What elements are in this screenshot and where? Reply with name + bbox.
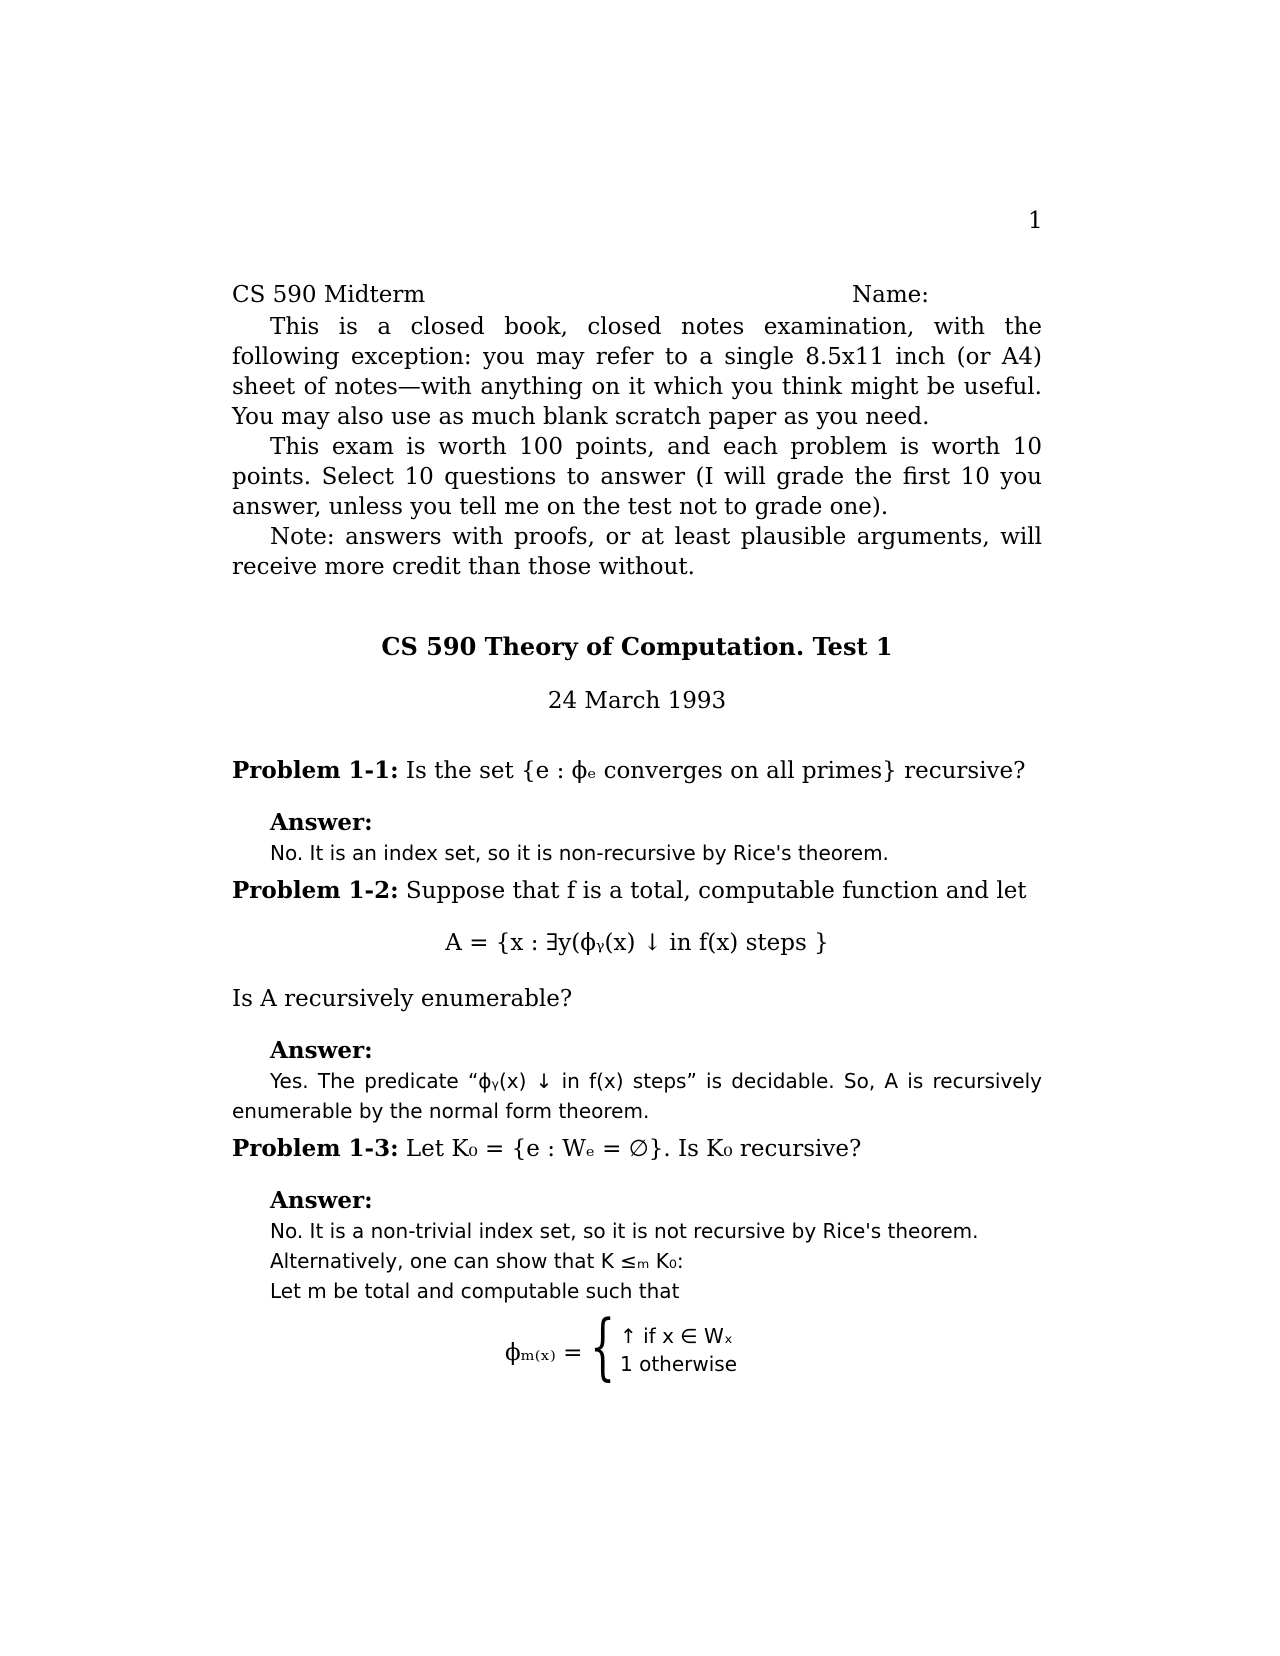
problem-1-3 <box>232 1134 1042 1164</box>
answer-text-1-2: Yes. The predicate “ϕᵧ(x) ↓ in f(x) steps” is decidable. So, A is recursively enumerable by the normal form theorem. <box>232 1069 1042 1123</box>
answer-line-3: Let m be total and computable such that <box>270 1279 680 1303</box>
page-number: 1 <box>1028 208 1043 234</box>
problem-label: Problem 1-1: <box>232 757 399 784</box>
problem-1-1 <box>232 756 1042 786</box>
problem-text: Is the set {e : ϕₑ converges on all primes} recursive? <box>405 758 1026 784</box>
name-label: Name: <box>852 282 930 308</box>
instructions-paragraph-2: This exam is worth 100 points, and each problem is worth 10 points. Select 10 questions to answer (I will grade the first 10 you answer, unless you tell me on the test not to grade one). <box>232 434 1042 520</box>
problem-text: Suppose that f is a total, computable function and let <box>405 878 1027 904</box>
answer-label: Answer: <box>270 1187 373 1214</box>
case-2: 1 otherwise <box>620 1352 738 1376</box>
answer-line-2: Alternatively, one can show that K ≤ₘ K₀: <box>270 1249 684 1273</box>
answer-1-2 <box>270 1036 1042 1066</box>
problem-label: Problem 1-3: <box>232 1135 399 1162</box>
exam-title: CS 590 Theory of Computation. Test 1 <box>381 632 893 661</box>
answer-label: Answer: <box>270 1037 373 1064</box>
problem-text: Let K₀ = {e : Wₑ = ∅}. Is K₀ recursive? <box>405 1136 862 1162</box>
exam-date: 24 March 1993 <box>547 688 727 714</box>
course-title: CS 590 Midterm <box>232 282 426 308</box>
answer-1-3 <box>270 1186 1042 1306</box>
exam-header <box>232 282 1042 312</box>
problem-label: Problem 1-2: <box>232 877 399 904</box>
answer-text: No. It is an index set, so it is non-recursive by Rice's theorem. <box>270 841 889 865</box>
problem-1-2 <box>232 876 1042 906</box>
answer-1-1 <box>270 808 1042 868</box>
instructions-paragraph-3: Note: answers with proofs, or at least plausible arguments, will receive more credit than those without. <box>232 524 1042 580</box>
answer-line-1: No. It is a non-trivial index set, so it is not recursive by Rice's theorem. <box>270 1219 979 1243</box>
left-brace: { <box>590 1304 616 1388</box>
piecewise-definition <box>500 1304 800 1396</box>
answer-label: Answer: <box>270 809 373 836</box>
equation-A: A = {x : ∃y(ϕᵧ(x) ↓ in f(x) steps } <box>445 930 829 956</box>
problem-1-2-followup: Is A recursively enumerable? <box>232 986 573 1012</box>
instructions-paragraph-1: This is a closed book, closed notes examination, with the following exception: you may refer to a single 8.5x11 inch (or A4) sheet of notes—with anything on it which you think might be useful. You may also use as much blank scratch paper as you need. <box>232 314 1042 430</box>
case-1: ↑ if x ∈ Wₓ <box>620 1324 733 1348</box>
cases-lhs: ϕₘ₍ₓ₎ = <box>505 1340 583 1366</box>
instructions <box>232 312 1042 582</box>
